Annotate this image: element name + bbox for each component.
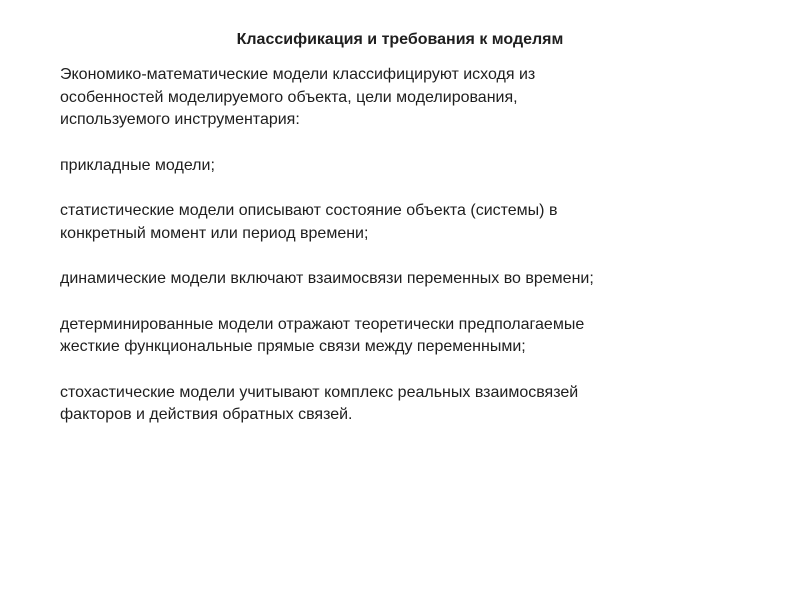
intro-paragraph <box>60 64 750 132</box>
text-line: стохастические модели учитывают комплекс реальных взаимосвязей <box>60 383 579 401</box>
statistical-models-paragraph <box>60 200 750 245</box>
slide-title: Классификация и требования к моделям <box>236 31 564 48</box>
slide-body <box>60 64 750 427</box>
deterministic-models-paragraph <box>60 314 750 359</box>
applied-models-paragraph <box>60 155 750 178</box>
text-line: факторов и действия обратных связей. <box>60 406 353 424</box>
text-line: статистические модели описывают состояние объекта (системы) в <box>60 202 558 220</box>
text-line: динамические модели включают взаимосвязи переменных во времени; <box>60 270 594 288</box>
dynamic-models-paragraph <box>60 268 750 291</box>
text-line: конкретный момент или период времени; <box>60 224 369 242</box>
stochastic-models-paragraph <box>60 382 750 427</box>
text-line: жесткие функциональные прямые связи между переменными; <box>60 338 526 356</box>
text-line: Экономико-математические модели классифицируют исходя из <box>60 66 536 83</box>
text-line: прикладные модели; <box>60 156 215 174</box>
text-line: используемого инструментария: <box>60 111 300 129</box>
text-line: особенностей моделируемого объекта, цели моделирования, <box>60 88 518 106</box>
text-line: детерминированные модели отражают теоретически предполагаемые <box>60 315 585 333</box>
